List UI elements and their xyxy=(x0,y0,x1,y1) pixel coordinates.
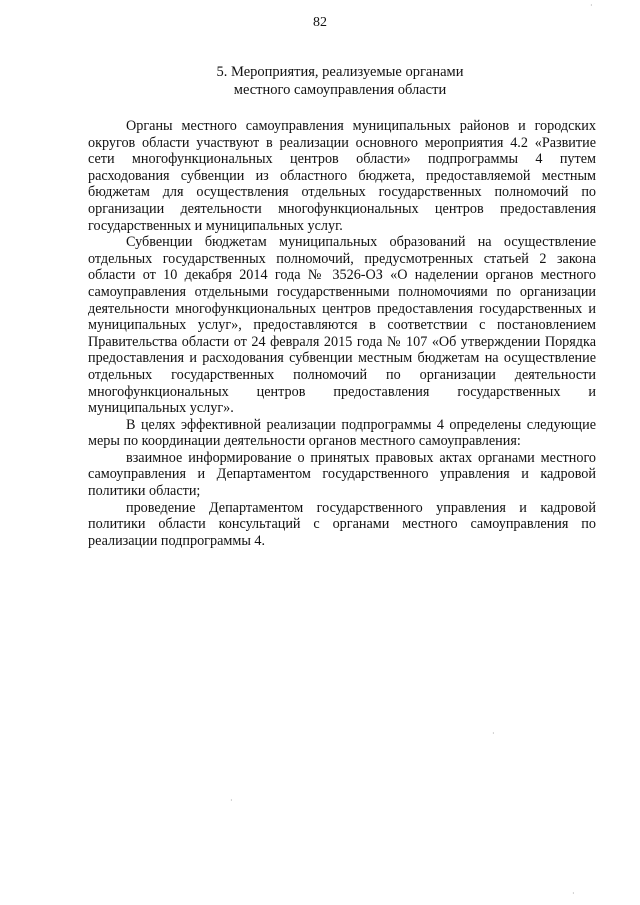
section-title-line-1: 5. Мероприятия, реализуемые органами xyxy=(216,64,464,80)
scan-speck: · xyxy=(590,1,593,10)
scan-speck: · xyxy=(492,729,495,738)
page-number: 82 xyxy=(313,15,327,30)
paragraph: В целях эффективной реализации подпрограммы 4 определены следующие меры по координации деятельности органов местного самоуправления: xyxy=(88,416,596,450)
paragraph: взаимное информирование о принятых правовых актах органами местного самоуправления и Департаментом государственного управления и кадровой политики области; xyxy=(88,449,596,500)
scan-speck: · xyxy=(230,796,233,805)
section-title-line-2: местного самоуправления области xyxy=(233,82,447,98)
paragraph: Субвенции бюджетам муниципальных образований на осуществление отдельных государственных полномочий, предусмотренных статьей 2 закона области от 10 декабря 2014 года № 3526-ОЗ «О наделении органов местного самоуправления отдельными государственными полномочиями по организации деятельности многофункциональных центров предоставления государственных и муниципальных услуг», предоставляются в соответствии с постановлением Правительства области от 24 февраля 2015 года № 107 «Об утверждении Порядка предоставления и расходования субвенции местным бюджетам на осуществление отдельных государственных полномочий по организации деятельности многофункциональных центров предоставления государственных и муниципальных услуг». xyxy=(88,234,596,417)
scan-speck: · xyxy=(572,889,575,898)
document-body xyxy=(88,118,596,549)
section-title xyxy=(180,63,500,99)
paragraph: Органы местного самоуправления муниципальных районов и городских округов области участвуют в реализации основного мероприятия 4.2 «Развитие сети многофункциональных центров области» подпрограммы 4 путем расходования субвенции из областного бюджета, предоставляемой местным бюджетам для осуществления отдельных государственных полномочий по организации деятельности многофункциональных центров предоставления государственных и муниципальных услуг. xyxy=(88,118,596,234)
paragraph: проведение Департаментом государственного управления и кадровой политики области консультаций с органами местного самоуправления по реализации подпрограммы 4. xyxy=(88,499,596,549)
